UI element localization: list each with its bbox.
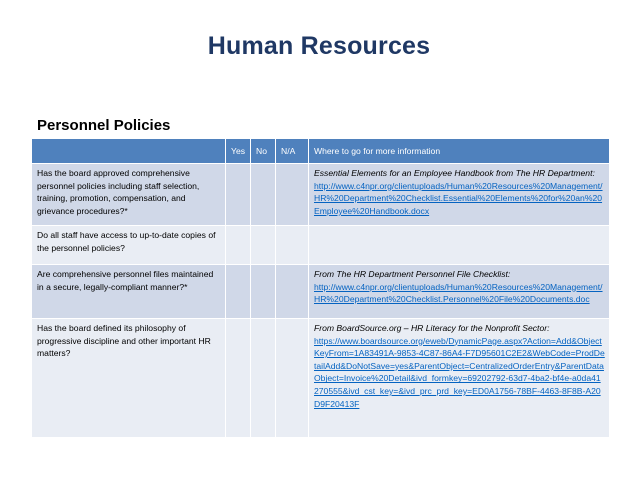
table-row	[32, 265, 610, 319]
yes-cell[interactable]	[226, 164, 251, 226]
source-text: From The HR Department Personnel File Checklist:	[314, 269, 511, 279]
table-row	[32, 226, 610, 265]
header-yes: Yes	[226, 139, 251, 164]
yes-cell[interactable]	[226, 265, 251, 319]
na-cell[interactable]	[276, 319, 309, 438]
page-title: Human Resources	[207, 32, 431, 60]
yes-cell[interactable]	[226, 319, 251, 438]
no-cell[interactable]	[251, 265, 276, 319]
table-header-row	[32, 139, 610, 164]
resource-link[interactable]: https://www.boardsource.org/eweb/DynamicPage.aspx?Action=Add&ObjectKeyFrom=1A83491A-9853-4C87-86A4-F7D95601C2E2&WebCode=ProdDetailAdd&DoNotSave=yes&ParentObject=CentralizedOrderEntry&ParentDataObject=Invoice%20Detail&ivd_formkey=69202792-63d7-4ba2-bf4e-a0da41270555&ivd_cst_key=&ivd_prc_prd_key=ED0A1756-78BF-4463-8F8B-A20D9F20413F	[314, 335, 605, 409]
table-row	[32, 164, 610, 226]
resource-link[interactable]: http://www.c4npr.org/clientuploads/Human%20Resources%20Management/HR%20Department%20Checklist.Essential%20Elements%20for%20an%20Employee%20Handbook.docx	[314, 180, 603, 216]
question-cell: Do all staff have access to up-to-date copies of the personnel policies?	[32, 226, 226, 265]
source-text: From BoardSource.org – HR Literacy for the Nonprofit Sector:	[314, 323, 550, 333]
checklist-table	[31, 138, 610, 438]
info-cell	[309, 265, 610, 319]
no-cell[interactable]	[251, 319, 276, 438]
resource-link[interactable]: http://www.c4npr.org/clientuploads/Human%20Resources%20Management/HR%20Department%20Checklist.Personnel%20File%20Documents.doc	[314, 281, 603, 305]
header-info: Where to go for more information	[309, 139, 610, 164]
source-text: Essential Elements for an Employee Handbook from The HR Department:	[314, 168, 595, 178]
question-cell: Has the board defined its philosophy of progressive discipline and other important HR matters?	[32, 319, 226, 438]
question-cell: Has the board approved comprehensive personnel policies including staff selection, training, promotion, compensation, and grievance procedures?*	[32, 164, 226, 226]
info-cell	[309, 226, 610, 265]
info-cell	[309, 164, 610, 226]
info-cell	[309, 319, 610, 438]
na-cell[interactable]	[276, 164, 309, 226]
no-cell[interactable]	[251, 164, 276, 226]
question-cell: Are comprehensive personnel files maintained in a secure, legally-compliant manner?*	[32, 265, 226, 319]
na-cell[interactable]	[276, 265, 309, 319]
header-question	[32, 139, 226, 164]
header-na: N/A	[276, 139, 309, 164]
table-row	[32, 319, 610, 438]
yes-cell[interactable]	[226, 226, 251, 265]
header-no: No	[251, 139, 276, 164]
section-title: Personnel Policies	[37, 117, 171, 134]
no-cell[interactable]	[251, 226, 276, 265]
na-cell[interactable]	[276, 226, 309, 265]
